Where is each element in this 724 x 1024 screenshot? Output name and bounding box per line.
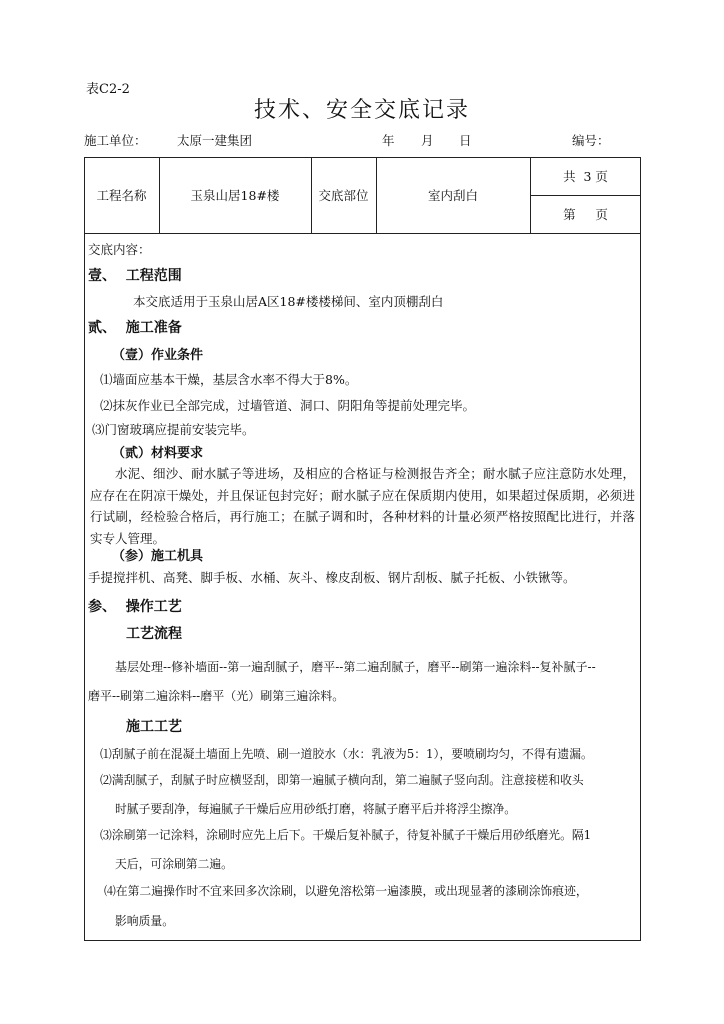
page-cell-divider [530, 195, 641, 196]
page-number: 第 页 [563, 207, 608, 222]
section-3-title: 参、 操作工艺 [88, 599, 182, 615]
flow-line-2: 磨平--刷第二遍涂料--磨平（光）刷第三遍涂料。 [88, 689, 345, 703]
subsection-3-title: （参）施工机具 [112, 549, 204, 564]
flow-line-1: 基层处理--修补墙面--第一遍刮腻子，磨平--第二遍刮腻子，磨平--刷第一遍涂料--复补腻子-- [115, 660, 596, 674]
number-label: 编号： [572, 133, 610, 148]
project-name-value: 玉泉山居18#楼 [190, 188, 280, 203]
content-intro: 交底内容： [88, 242, 151, 257]
section-1-text: 本交底适用于玉泉山居A区18#楼楼梯间、室内顶棚刮白 [133, 294, 444, 309]
date-month: 月 [421, 133, 434, 148]
part-value: 室内刮白 [427, 188, 478, 203]
process-step-1: ⑴刮腻子前在混凝土墙面上先喷、刷一道胶水（水：乳液为5：1），要喷刷均匀，不得有遗漏。 [100, 747, 593, 761]
unit-label: 施工单位： [84, 133, 147, 148]
header-row-divider [84, 233, 641, 234]
subsection-1-title: （壹）作业条件 [112, 348, 204, 363]
process-step-2-line-1: ⑵满刮腻子，刮腻子时应横竖刮，即第一遍腻子横向刮，第二遍腻子竖向刮。注意接槎和收头 [100, 773, 584, 787]
process-title: 施工工艺 [126, 719, 182, 735]
condition-1: ⑴墙面应基本干燥，基层含水率不得大于8%。 [100, 372, 358, 387]
page-title: 技术、安全交底记录 [253, 98, 470, 123]
materials-paragraph: 水泥、细沙、耐水腻子等进场，及相应的合格证与检测报告齐全；耐水腻子应注意防水处理，应存在在阴凉干燥处，并且保证包封完好；耐水腻子应在保质期内使用，如果超过保质期，必须进行试刷，经检验合格后，再行施工；在腻子调和时，各种材料的计量必须严格按照配比进行，并落实专人管理。 [90, 466, 635, 546]
condition-2: ⑵抹灰作业已全部完成，过墙管道、洞口、阴阳角等提前处理完毕。 [100, 398, 476, 413]
subsection-2-title: （贰）材料要求 [112, 446, 204, 461]
date-day: 日 [459, 133, 472, 148]
process-step-2-line-2: 时腻子要刮净，每遍腻子干燥后应用砂纸打磨，将腻子磨平后并将浮尘擦净。 [115, 802, 517, 816]
process-step-4-line-1: ⑷在第二遍操作时不宜来回多次涂刷，以避免溶松第一遍漆膜，或出现显著的漆刷涂饰痕迹， [104, 884, 588, 898]
flow-title: 工艺流程 [126, 626, 182, 642]
section-2-title: 贰、 施工准备 [88, 320, 182, 336]
project-name-label: 工程名称 [96, 188, 147, 203]
total-pages: 共 3 页 [563, 169, 608, 184]
condition-3: ⑶门窗玻璃应提前安装完毕。 [92, 422, 255, 437]
process-step-3-line-2: 天后，可涂刷第二遍。 [115, 857, 233, 871]
tools-list: 手提搅拌机、高凳、脚手板、水桶、灰斗、橡皮刮板、钢片刮板、腻子托板、小铁锹等。 [88, 570, 576, 585]
process-step-4-line-2: 影响质量。 [115, 914, 174, 928]
unit-value: 太原一建集团 [177, 133, 253, 148]
form-number: 表C2-2 [86, 82, 130, 97]
part-label: 交底部位 [318, 188, 369, 203]
section-1-title: 壹、 工程范围 [88, 268, 182, 284]
date-year: 年 [382, 133, 395, 148]
process-step-3-line-1: ⑶涂刷第一记涂料，涂刷时应先上后下。干燥后复补腻子，待复补腻子干燥后用砂纸磨光。隔1 [100, 828, 592, 842]
